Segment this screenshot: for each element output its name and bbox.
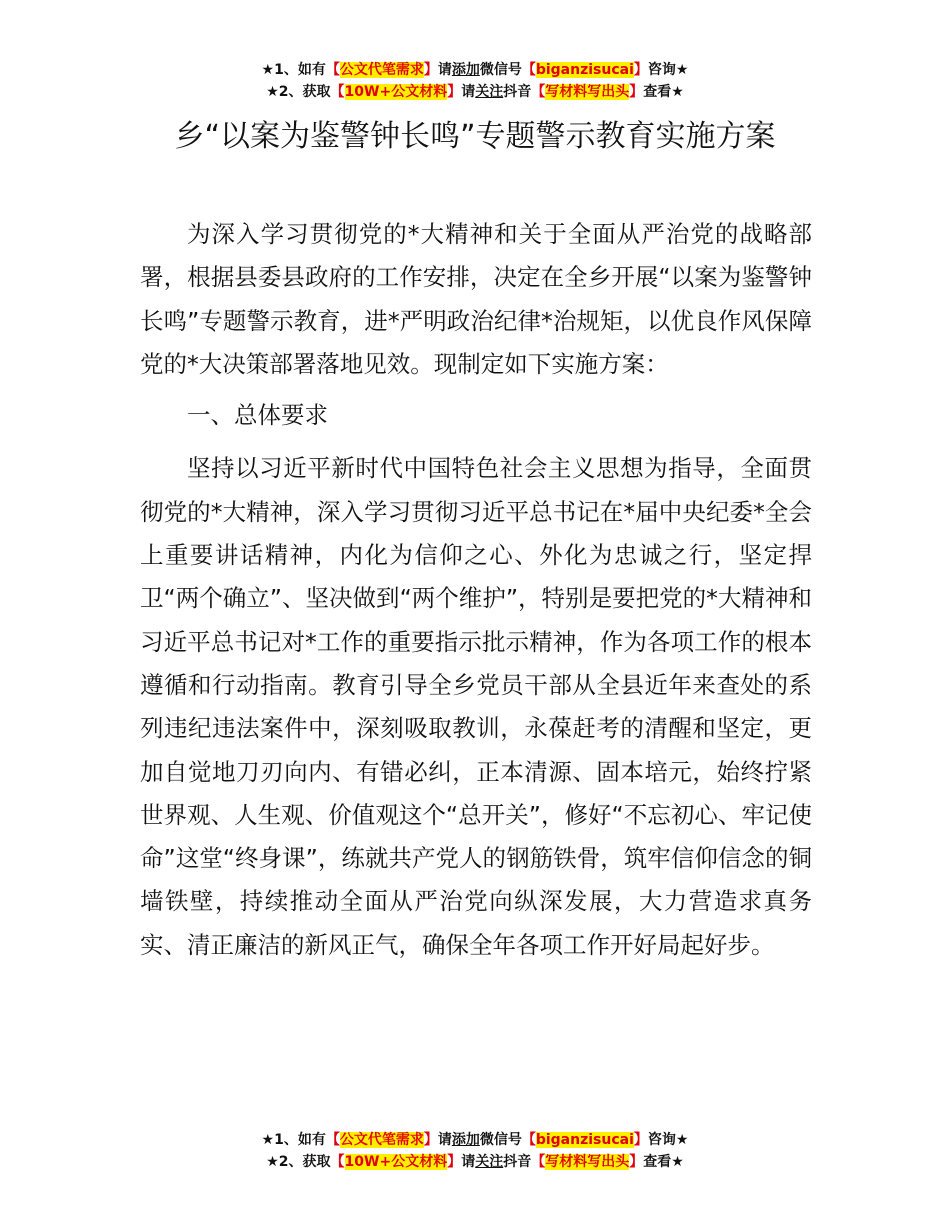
highlight-douyin-account: 写材料写出头 (545, 1154, 630, 1170)
promo-line-2: ★2、获取【10W+公文材料】请关注抖音【写材料写出头】查看★ (266, 84, 684, 100)
intro-paragraph: 为深入学习贯彻党的*大精神和关于全面从严治党的战略部署，根据县委县政府的工作安排，决定在全乡开展“以案为鉴警钟长鸣”专题警示教育，进*严明政治纪律*治规矩，以优良作风保障党的*大决策部署落地见效。现制定如下实施方案： (140, 220, 812, 378)
highlight-service: 公文代笔需求 (339, 62, 424, 78)
highlight-materials: 10W+公文材料 (344, 84, 448, 100)
promo-line-1: ★1、如有【公文代笔需求】请添加微信号【biganzisucai】咨询★ (261, 62, 689, 78)
highlight-wechat-id: biganzisucai (535, 1132, 634, 1148)
document-body (140, 213, 812, 967)
star-icon: ★ (261, 1132, 275, 1148)
footer-promo-banner (0, 1129, 950, 1173)
header-promo-banner (0, 59, 950, 103)
highlight-materials: 10W+公文材料 (344, 1154, 448, 1170)
section-paragraph: 坚持以习近平新时代中国特色社会主义思想为指导，全面贯彻党的*大精神，深入学习贯彻习近平总书记在*届中央纪委*全会上重要讲话精神，内化为信仰之心、外化为忠诚之行，坚定捍卫“两个确立”、坚决做到“两个维护”，特别是要把党的*大精神和习近平总书记对*工作的重要指示批示精神，作为各项工作的根本遵循和行动指南。教育引导全乡党员干部从全县近年来查处的系列违纪违法案件中，深刻吸取教训，永葆赶考的清醒和坚定，更加自觉地刀刃向内、有错必纠，正本清源、固本培元，始终拧紧世界观、人生观、价值观这个“总开关”，修好“不忘初心、牢记使命”这堂“终身课”，练就共产党人的钢筋铁骨，筑牢信仰信念的铜墙铁壁，持续推动全面从严治党向纵深发展，大力营造求真务实、清正廉洁的新风正气，确保全年各项工作开好局起好步。 (140, 454, 812, 959)
promo-line-2: ★2、获取【10W+公文材料】请关注抖音【写材料写出头】查看★ (266, 1154, 684, 1170)
highlight-service: 公文代笔需求 (339, 1132, 424, 1148)
document-title: 乡“以案为鉴警钟长鸣”专题警示教育实施方案 (174, 119, 776, 154)
promo-line-1: ★1、如有【公文代笔需求】请添加微信号【biganzisucai】咨询★ (261, 1132, 689, 1148)
highlight-douyin-account: 写材料写出头 (545, 84, 630, 100)
star-icon: ★ (266, 84, 279, 100)
star-icon: ★ (261, 62, 275, 78)
star-icon: ★ (266, 1154, 279, 1170)
highlight-wechat-id: biganzisucai (535, 62, 634, 78)
section-heading: 一、总体要求 (187, 401, 328, 430)
